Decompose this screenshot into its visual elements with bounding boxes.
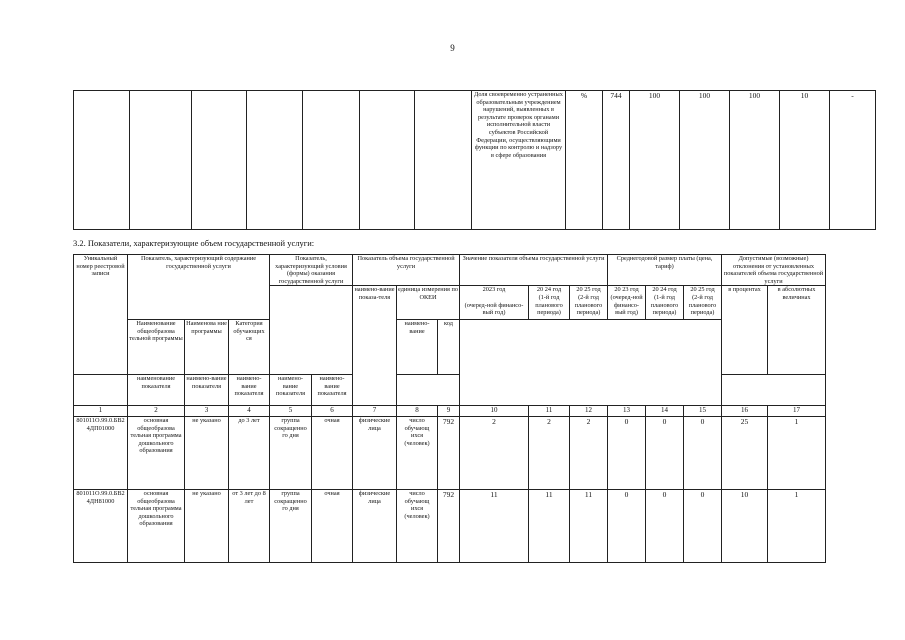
col-index: 10 xyxy=(460,406,529,417)
condition1-cell: группа сокращенно го дня xyxy=(270,417,312,490)
volume-header: Показатель объема государственной услуги xyxy=(353,255,460,286)
fee-2024-header xyxy=(646,286,684,320)
empty-cell xyxy=(247,91,303,230)
np-cell: наимено-вание показателя xyxy=(312,375,353,406)
table-row xyxy=(74,490,826,563)
value-2023-cell: 100 xyxy=(630,91,680,230)
year-2025-header xyxy=(570,286,608,320)
value-2025-cell: 11 xyxy=(570,490,608,563)
value-2023-cell: 11 xyxy=(460,490,529,563)
year-note: (2-й год планового периода) xyxy=(574,293,603,317)
col-index: 17 xyxy=(768,406,826,417)
deviation-percent-cell: 25 xyxy=(722,417,768,490)
year-label: 20 24 год xyxy=(536,286,562,294)
year-label: 2023 год xyxy=(482,286,506,294)
value-2025-cell: 100 xyxy=(730,91,780,230)
program-cell: основная общеобразова тельная программа дошкольного образования xyxy=(128,417,185,490)
empty-cell xyxy=(722,375,826,406)
np-cell: наимено-вание показателя xyxy=(229,375,270,406)
volume-unit-header: единица измерения по ОКЕИ xyxy=(397,286,460,320)
condition2-cell: очная xyxy=(312,490,353,563)
program-name-header: Наименова ние программы xyxy=(185,320,229,375)
fee-2024-cell: 0 xyxy=(646,490,684,563)
table-row xyxy=(74,417,826,490)
category-cell: от 3 лет до 8 лет xyxy=(229,490,270,563)
unit-cell: % xyxy=(566,91,603,230)
year-label: 20 23 год xyxy=(614,286,639,294)
deviation-header: Допустимые (возможные) отклонения от установленных показателей объема государственной услуги xyxy=(722,255,826,286)
program-header: Наименование общеобразова тельной программы xyxy=(128,320,185,375)
fee-2023-cell: 0 xyxy=(608,417,646,490)
program-cell: основная общеобразова тельная программа дошкольного образования xyxy=(128,490,185,563)
year-label: 20 25 год xyxy=(690,286,715,294)
empty-cell xyxy=(270,286,353,375)
year-note: (1-й год планового периода) xyxy=(650,293,679,317)
deviation-absolute-cell: 1 xyxy=(768,417,826,490)
page-number: 9 xyxy=(450,43,455,53)
value-2024-cell: 11 xyxy=(529,490,570,563)
empty-cell xyxy=(397,375,460,406)
col-index: 1 xyxy=(74,406,128,417)
deviation-absolute-cell: 1 xyxy=(768,490,826,563)
year-2023-header xyxy=(460,286,529,320)
col-index: 2 xyxy=(128,406,185,417)
deviation-percent-header: в процентах xyxy=(722,286,768,375)
year-note: (1-й год планового периода) xyxy=(535,293,563,317)
condition1-cell: группа сокращенно го дня xyxy=(270,490,312,563)
indicator-cell: физические лица xyxy=(353,417,397,490)
section-heading: 3.2. Показатели, характеризующие объем государственной услуги: xyxy=(73,238,315,248)
empty-cell xyxy=(130,91,192,230)
fee-2025-cell: 0 xyxy=(684,490,722,563)
year-2024-header xyxy=(529,286,570,320)
okei-cell: 792 xyxy=(438,490,460,563)
okei-cell: 744 xyxy=(603,91,630,230)
empty-cell xyxy=(303,91,360,230)
category-header: Категория обучающих ся xyxy=(229,320,270,375)
condition2-cell: очная xyxy=(312,417,353,490)
fee-2024-cell: 0 xyxy=(646,417,684,490)
deviation-percent-cell: 10 xyxy=(722,490,768,563)
program-name-cell: не указано xyxy=(185,417,229,490)
unit-name-header: наимено-вание xyxy=(397,320,438,375)
col-index: 5 xyxy=(270,406,312,417)
year-note: (2-й год планового периода) xyxy=(688,293,717,317)
fee-2025-cell: 0 xyxy=(684,417,722,490)
header-row xyxy=(74,255,826,286)
col-index: 8 xyxy=(397,406,438,417)
unit-cell: число обучающ ихся (человек) xyxy=(397,417,438,490)
empty-cell xyxy=(460,320,722,406)
year-note: (очеред-ной финансо-вый год) xyxy=(464,301,524,317)
col-index: 4 xyxy=(229,406,270,417)
registry-id-cell: 801011О.99.0.БВ24ДП01000 xyxy=(74,417,128,490)
col-index: 12 xyxy=(570,406,608,417)
col-index: 3 xyxy=(185,406,229,417)
conditions-header: Показатель, характеризующий условия (формы) оказания государственной услуги xyxy=(270,255,353,286)
category-cell: до 3 лет xyxy=(229,417,270,490)
empty-cell xyxy=(74,375,128,406)
quality-indicators-continuation-table xyxy=(73,90,876,230)
deviation-percent-cell: 10 xyxy=(780,91,830,230)
col-index: 15 xyxy=(684,406,722,417)
values-header: Значение показателя объема государственной услуги xyxy=(460,255,608,286)
col-index: 9 xyxy=(438,406,460,417)
col-index: 14 xyxy=(646,406,684,417)
volume-indicators-table xyxy=(73,254,826,563)
year-label: 20 25 год xyxy=(576,286,601,294)
empty-cell xyxy=(415,91,472,230)
deviation-absolute-header: в абсолютных величинах xyxy=(768,286,826,375)
deviation-absolute-cell: - xyxy=(830,91,876,230)
empty-cell xyxy=(192,91,247,230)
np-cell: наимено-вание показателя xyxy=(270,375,312,406)
registry-id-cell: 801011О.99.0.БВ24ДН81000 xyxy=(74,490,128,563)
indicator-cell: физические лица xyxy=(353,490,397,563)
fee-2025-header xyxy=(684,286,722,320)
col-index: 13 xyxy=(608,406,646,417)
np-cell: наименование показателя xyxy=(128,375,185,406)
value-2024-cell: 2 xyxy=(529,417,570,490)
table-row xyxy=(74,91,876,230)
unit-code-header: код xyxy=(438,320,460,375)
indicator-name-cell: Доля своевременно устраненных образовательным учреждением нарушений, выявленных в результате проверок органами исполнительной власти субъектов Российской Федерации, осуществляющими функции по контролю и надзору в сфере образования xyxy=(472,91,566,230)
volume-name-header: наимено-вание показа-теля xyxy=(353,286,397,406)
year-note: (очеред-ной финансо-вый год) xyxy=(610,293,643,317)
content-header: Показатель, характеризующий содержание государственной услуги xyxy=(128,255,270,320)
col-index: 11 xyxy=(529,406,570,417)
fee-header: Среднегодовой размер платы (цена, тариф) xyxy=(608,255,722,286)
col-index: 16 xyxy=(722,406,768,417)
value-2025-cell: 2 xyxy=(570,417,608,490)
index-row xyxy=(74,406,826,417)
registry-header: Уникальный номер реестровой записи xyxy=(74,255,128,375)
np-cell: наимено-вание показателя xyxy=(185,375,229,406)
value-2023-cell: 2 xyxy=(460,417,529,490)
col-index: 7 xyxy=(353,406,397,417)
unit-cell: число обучающ ихся (человек) xyxy=(397,490,438,563)
value-2024-cell: 100 xyxy=(680,91,730,230)
fee-2023-header xyxy=(608,286,646,320)
header-row xyxy=(74,320,826,375)
fee-2023-cell: 0 xyxy=(608,490,646,563)
okei-cell: 792 xyxy=(438,417,460,490)
empty-cell xyxy=(74,91,130,230)
empty-cell xyxy=(360,91,415,230)
col-index: 6 xyxy=(312,406,353,417)
year-label: 20 24 год xyxy=(652,286,677,294)
program-name-cell: не указано xyxy=(185,490,229,563)
